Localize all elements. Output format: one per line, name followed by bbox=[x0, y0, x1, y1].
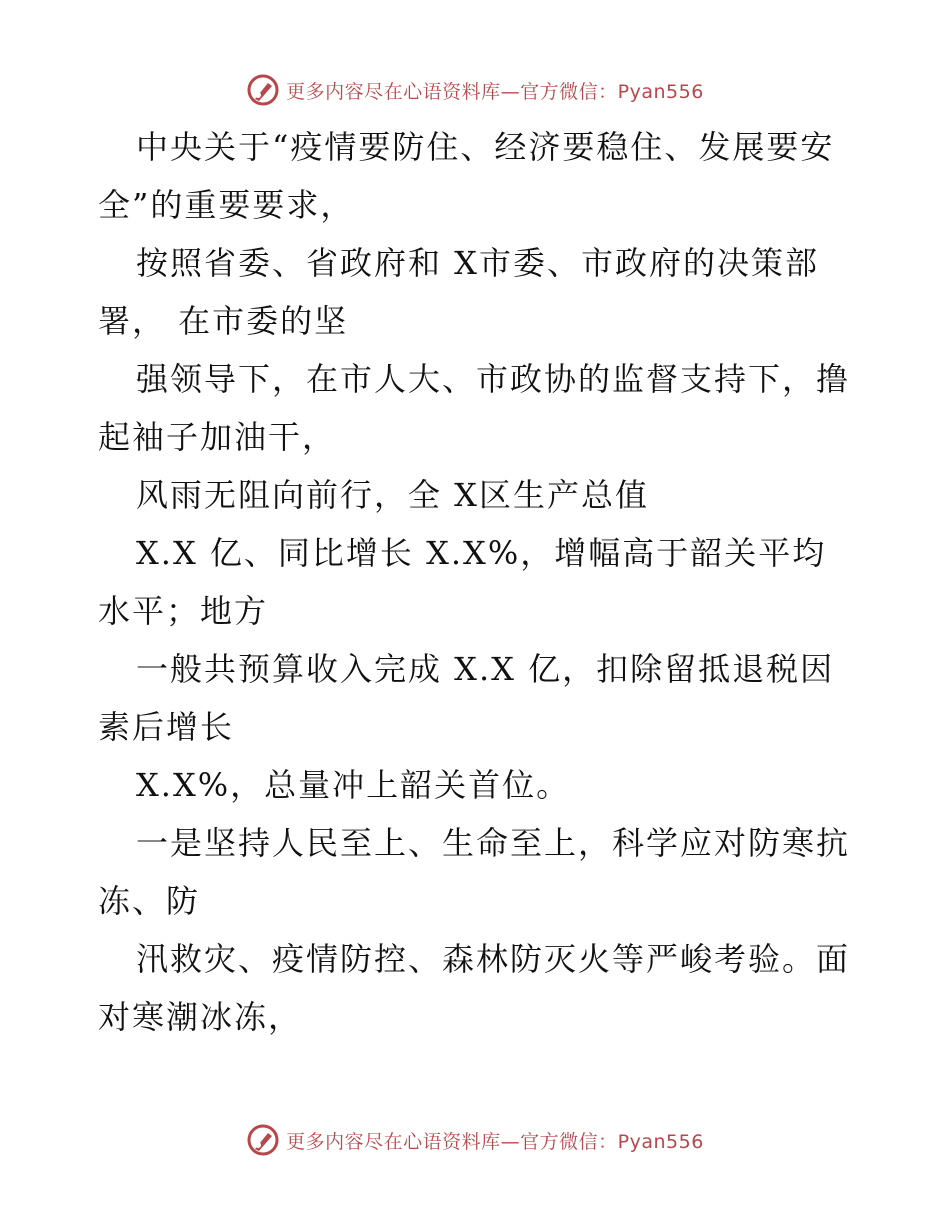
footer-banner-text: 更多内容尽在心语资料库—官方微信：Pyan556 bbox=[286, 1130, 704, 1153]
footer-banner bbox=[0, 1120, 950, 1160]
paragraph: 汛救灾、疫情防控、森林防灭火等严峻考验。面对寒潮冰冻， bbox=[98, 940, 851, 1036]
paragraph: 风雨无阻向前行，全 X区生产总值 bbox=[136, 476, 649, 514]
paragraph: 强领导下，在市人大、市政协的监督支持下，撸起袖子加油干， bbox=[98, 360, 851, 456]
header-banner bbox=[0, 70, 950, 110]
paragraph: 一是坚持人民至上、生命至上，科学应对防寒抗冻、防 bbox=[98, 824, 851, 920]
paragraph: X.X%，总量冲上韶关首位。 bbox=[136, 766, 571, 804]
pen-logo-icon bbox=[246, 73, 280, 107]
paragraph: 中央关于“疫情要防住、经济要稳住、发展要安全”的重要要求， bbox=[98, 128, 835, 224]
pen-logo-icon bbox=[246, 1123, 280, 1157]
paragraph: 按照省委、省政府和 X市委、市政府的决策部署， 在市委的坚 bbox=[98, 244, 819, 340]
paragraph: 一般共预算收入完成 X.X 亿，扣除留抵退税因素后增长 bbox=[98, 650, 835, 746]
header-banner-text: 更多内容尽在心语资料库—官方微信：Pyan556 bbox=[286, 80, 704, 103]
paragraph: X.X 亿、同比增长 X.X%，增幅高于韶关平均水平；地方 bbox=[98, 534, 827, 630]
document-body bbox=[98, 118, 858, 1046]
